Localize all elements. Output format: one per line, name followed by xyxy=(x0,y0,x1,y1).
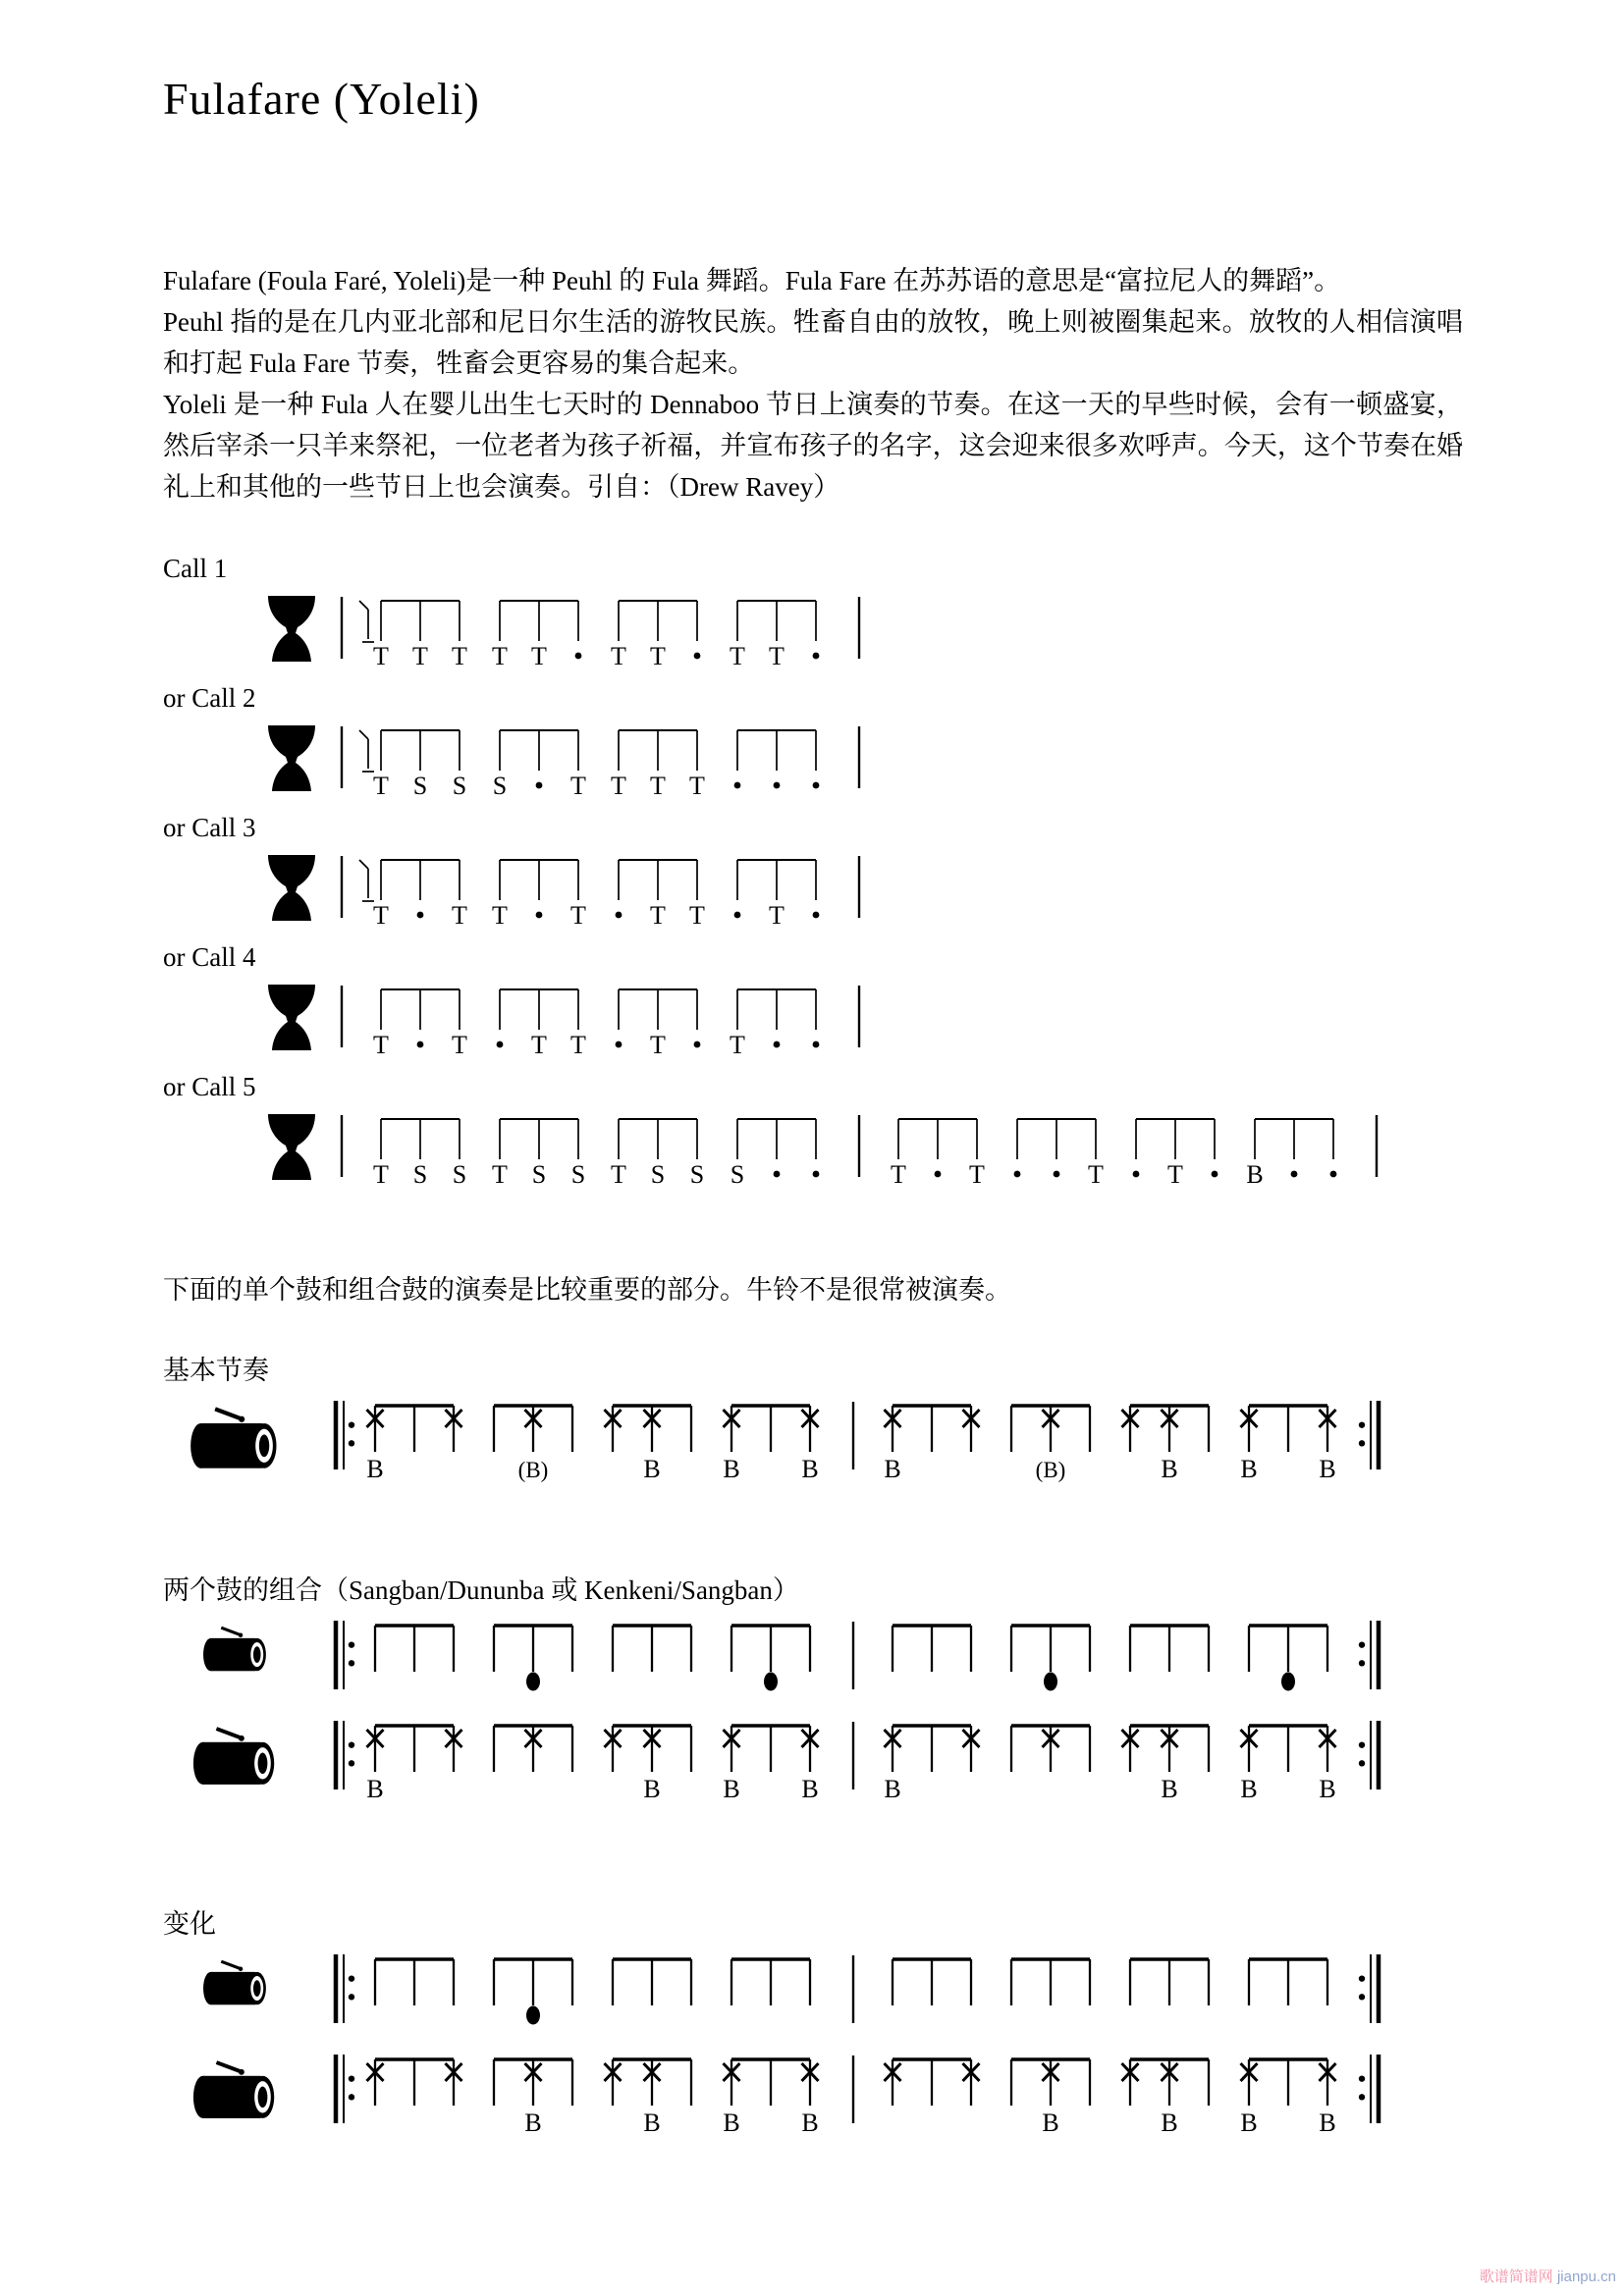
dunun-icon xyxy=(187,1405,289,1470)
svg-text:T: T xyxy=(373,772,389,800)
svg-text:B: B xyxy=(1161,1455,1178,1483)
dunun-icon xyxy=(200,1625,275,1673)
call-label: or Call 3 xyxy=(163,813,256,842)
drum-icon-box xyxy=(173,1719,302,1787)
rhythm-notation xyxy=(330,1619,1394,1709)
dunun-icon xyxy=(200,1958,275,2006)
svg-text:B: B xyxy=(723,2109,740,2137)
rhythm-notation xyxy=(330,1719,1394,1809)
rhythm-notation xyxy=(338,594,873,672)
calls-section xyxy=(0,553,1624,1191)
watermark-site-name: 歌谱简谱网 xyxy=(1479,2269,1553,2285)
svg-text:S: S xyxy=(412,1160,428,1189)
call-label: or Call 5 xyxy=(163,1072,256,1101)
notation-row xyxy=(0,1952,1624,2043)
combo-label: 两个鼓的组合（Sangban/Dununba 或 Kenkeni/Sangban） xyxy=(163,1575,799,1605)
svg-text:T: T xyxy=(373,1031,389,1059)
notation-row xyxy=(0,594,1624,672)
svg-text:B: B xyxy=(1319,1455,1336,1483)
svg-text:B: B xyxy=(1319,1775,1336,1803)
drum-icon-box xyxy=(265,1112,322,1186)
svg-text:B: B xyxy=(643,1455,661,1483)
call-block xyxy=(0,941,1624,1061)
svg-text:T: T xyxy=(891,1160,906,1189)
svg-text:T: T xyxy=(650,772,666,800)
svg-text:B: B xyxy=(643,2109,661,2137)
svg-text:S: S xyxy=(452,772,467,800)
call-label: or Call 2 xyxy=(163,683,256,713)
svg-text:T: T xyxy=(492,1160,508,1189)
svg-text:B: B xyxy=(884,1455,901,1483)
svg-text:T: T xyxy=(611,642,626,670)
variation-label: 变化 xyxy=(163,1909,216,1939)
svg-text:B: B xyxy=(723,1455,740,1483)
svg-text:T: T xyxy=(611,772,626,800)
djembe-icon xyxy=(265,725,318,792)
svg-text:T: T xyxy=(373,642,389,670)
svg-text:S: S xyxy=(650,1160,666,1189)
notation-row xyxy=(0,2053,1624,2143)
notation-row xyxy=(0,1719,1624,1809)
svg-text:T: T xyxy=(689,901,705,930)
svg-text:S: S xyxy=(412,772,428,800)
basic-rhythm-label: 基本节奏 xyxy=(163,1356,269,1385)
drum-icon-box xyxy=(265,594,322,667)
svg-text:(B): (B) xyxy=(1035,1458,1066,1482)
call-label: or Call 4 xyxy=(163,942,256,972)
intro-paragraph-2: Peuhl 指的是在几内亚北部和尼日尔生活的游牧民族。牲畜自由的放牧，晚上则被圈集起来。放牧的人相信演唱和打起 Fula Fare 节奏，牲畜会更容易的集合起来。 xyxy=(163,307,1463,378)
svg-text:T: T xyxy=(373,901,389,930)
basic-rhythm-section xyxy=(0,1399,1624,1489)
svg-text:B: B xyxy=(366,1455,384,1483)
svg-text:B: B xyxy=(884,1775,901,1803)
svg-text:T: T xyxy=(611,1160,626,1189)
svg-text:T: T xyxy=(570,901,586,930)
notation-row xyxy=(0,723,1624,802)
svg-text:T: T xyxy=(452,901,467,930)
svg-text:T: T xyxy=(412,642,428,670)
svg-text:B: B xyxy=(801,1455,819,1483)
svg-text:T: T xyxy=(373,1160,389,1189)
svg-text:T: T xyxy=(1088,1160,1104,1189)
rhythm-notation xyxy=(338,723,873,802)
svg-text:B: B xyxy=(366,1775,384,1803)
svg-text:T: T xyxy=(769,901,785,930)
rhythm-notation xyxy=(330,2053,1394,2143)
svg-text:T: T xyxy=(730,1031,745,1059)
drum-icon-box xyxy=(173,1399,302,1470)
notation-row xyxy=(0,1112,1624,1191)
rhythm-notation xyxy=(338,983,873,1061)
svg-text:B: B xyxy=(643,1775,661,1803)
svg-text:B: B xyxy=(1161,1775,1178,1803)
call-label: Call 1 xyxy=(163,554,228,583)
svg-text:T: T xyxy=(730,642,745,670)
drum-icon-box xyxy=(265,983,322,1056)
drum-icon-box xyxy=(173,1619,302,1673)
rhythm-notation xyxy=(338,853,873,932)
svg-text:T: T xyxy=(650,642,666,670)
drum-icon-box xyxy=(265,723,322,797)
dunun-icon xyxy=(189,1725,286,1787)
notation-row xyxy=(0,1619,1624,1709)
svg-text:S: S xyxy=(531,1160,547,1189)
svg-text:B: B xyxy=(801,2109,819,2137)
variation-section xyxy=(0,1952,1624,2143)
svg-text:T: T xyxy=(452,642,467,670)
svg-text:B: B xyxy=(723,1775,740,1803)
call-block xyxy=(0,1071,1624,1191)
page-title: Fulafare (Yoleli) xyxy=(163,74,480,124)
svg-text:B: B xyxy=(1240,1455,1258,1483)
rhythm-notation xyxy=(330,1399,1394,1489)
drum-icon-box xyxy=(265,853,322,927)
svg-text:S: S xyxy=(689,1160,705,1189)
svg-text:T: T xyxy=(1167,1160,1183,1189)
svg-text:B: B xyxy=(1246,1160,1264,1189)
svg-text:T: T xyxy=(531,1031,547,1059)
svg-text:T: T xyxy=(492,642,508,670)
intro-paragraph-3: Yoleli 是一种 Fula 人在婴儿出生七天时的 Dennaboo 节日上演奏的节奏。在这一天的早些时候，会有一顿盛宴，然后宰杀一只羊来祭祀，一位老者为孩子祈福，并宣布孩子的名字，这会迎来很多欢呼声。今天，这个节奏在婚礼上和其他的一些节日上也会演奏。引自：（Drew Ravey） xyxy=(163,390,1463,502)
call-block xyxy=(0,682,1624,802)
djembe-icon xyxy=(265,855,318,922)
rhythm-notation xyxy=(338,1112,1390,1191)
call-block xyxy=(0,812,1624,932)
svg-text:T: T xyxy=(969,1160,985,1189)
svg-text:T: T xyxy=(452,1031,467,1059)
notation-row xyxy=(0,983,1624,1061)
svg-text:T: T xyxy=(650,1031,666,1059)
djembe-icon xyxy=(265,1114,318,1181)
svg-text:S: S xyxy=(730,1160,745,1189)
svg-text:T: T xyxy=(689,772,705,800)
svg-text:B: B xyxy=(801,1775,819,1803)
svg-text:S: S xyxy=(492,772,508,800)
drum-icon-box xyxy=(173,2053,302,2120)
notation-row xyxy=(0,1399,1624,1489)
djembe-icon xyxy=(265,985,318,1051)
watermark-url: jianpu.cn xyxy=(1556,2269,1616,2285)
svg-text:B: B xyxy=(1319,2109,1336,2137)
call-block xyxy=(0,553,1624,672)
djembe-icon xyxy=(265,596,318,663)
svg-text:T: T xyxy=(531,642,547,670)
svg-text:B: B xyxy=(1161,2109,1178,2137)
svg-text:S: S xyxy=(452,1160,467,1189)
notation-row xyxy=(0,853,1624,932)
svg-text:B: B xyxy=(524,2109,542,2137)
svg-text:T: T xyxy=(769,642,785,670)
svg-text:T: T xyxy=(570,772,586,800)
combo-section xyxy=(0,1619,1624,1809)
svg-text:T: T xyxy=(492,901,508,930)
svg-text:S: S xyxy=(570,1160,586,1189)
watermark xyxy=(1480,2266,1616,2286)
intro-paragraph-1: Fulafare (Foula Faré, Yoleli)是一种 Peuhl 的 Fula 舞蹈。Fula Fare 在苏苏语的意思是“富拉尼人的舞蹈”。 xyxy=(163,266,1341,295)
svg-text:T: T xyxy=(650,901,666,930)
svg-text:B: B xyxy=(1240,1775,1258,1803)
drums-note: 下面的单个鼓和组合鼓的演奏是比较重要的部分。牛铃不是很常被演奏。 xyxy=(163,1275,1011,1305)
dunun-icon xyxy=(189,2058,286,2120)
intro-text xyxy=(163,260,1463,507)
svg-text:B: B xyxy=(1042,2109,1059,2137)
svg-text:T: T xyxy=(570,1031,586,1059)
svg-text:B: B xyxy=(1240,2109,1258,2137)
rhythm-notation xyxy=(330,1952,1394,2043)
svg-text:(B): (B) xyxy=(517,1458,549,1482)
drum-icon-box xyxy=(173,1952,302,2006)
